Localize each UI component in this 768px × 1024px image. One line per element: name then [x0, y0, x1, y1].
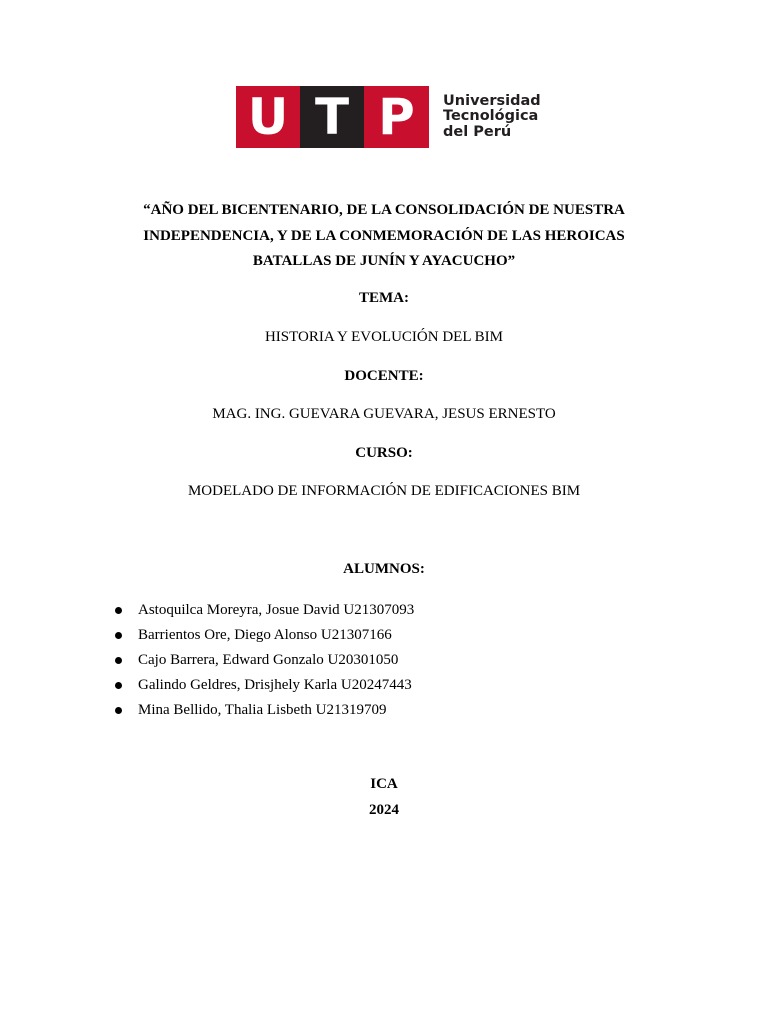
student-name: Astoquilca Moreyra, Josue David U21307093: [138, 602, 415, 618]
year-motto: [100, 198, 668, 275]
logo-name-line: Tecnológica: [443, 108, 539, 125]
logo-university-name: [443, 94, 553, 141]
logo-letter-u: U: [236, 86, 300, 148]
logo-name-line: del Perú: [443, 123, 512, 140]
curso-label: CURSO:: [355, 445, 413, 461]
student-name: Barrientos Ore, Diego Alonso U21307166: [138, 627, 392, 643]
bullet-icon: [115, 657, 122, 664]
utp-logo-mark: [236, 86, 429, 148]
logo-letter-t: T: [300, 86, 364, 148]
utp-logo: [236, 86, 553, 148]
bullet-icon: [115, 707, 122, 714]
list-item: [114, 598, 414, 623]
list-item: [114, 623, 414, 648]
docente-value: MAG. ING. GUEVARA GUEVARA, JESUS ERNESTO: [212, 406, 556, 422]
student-name: Cajo Barrera, Edward Gonzalo U20301050: [138, 652, 399, 668]
list-item: [114, 648, 414, 673]
student-name: Galindo Geldres, Drisjhely Karla U20247443: [138, 677, 412, 693]
list-item: [114, 673, 414, 698]
motto-line: BATALLAS DE JUNÍN Y AYACUCHO”: [252, 253, 516, 269]
bullet-icon: [115, 632, 122, 639]
bullet-icon: [115, 607, 122, 614]
motto-line: “AÑO DEL BICENTENARIO, DE LA CONSOLIDACIÓN DE NUESTRA: [143, 202, 625, 218]
logo-letter-p: P: [364, 86, 429, 148]
tema-value: HISTORIA Y EVOLUCIÓN DEL BIM: [264, 329, 504, 345]
list-item: [114, 698, 414, 723]
curso-value: MODELADO DE INFORMACIÓN DE EDIFICACIONES BIM: [187, 483, 581, 499]
docente-label: DOCENTE:: [344, 368, 424, 384]
tema-label: TEMA:: [359, 290, 409, 306]
motto-line: INDEPENDENCIA, Y DE LA CONMEMORACIÓN DE LAS HEROICAS: [143, 227, 625, 244]
logo-name-line: Universidad: [443, 92, 541, 109]
student-name: Mina Bellido, Thalia Lisbeth U21319709: [138, 702, 387, 718]
year: 2024: [369, 802, 399, 818]
alumnos-label: ALUMNOS:: [343, 561, 425, 577]
place: ICA: [370, 776, 398, 792]
bullet-icon: [115, 682, 122, 689]
students-list: [114, 598, 414, 723]
